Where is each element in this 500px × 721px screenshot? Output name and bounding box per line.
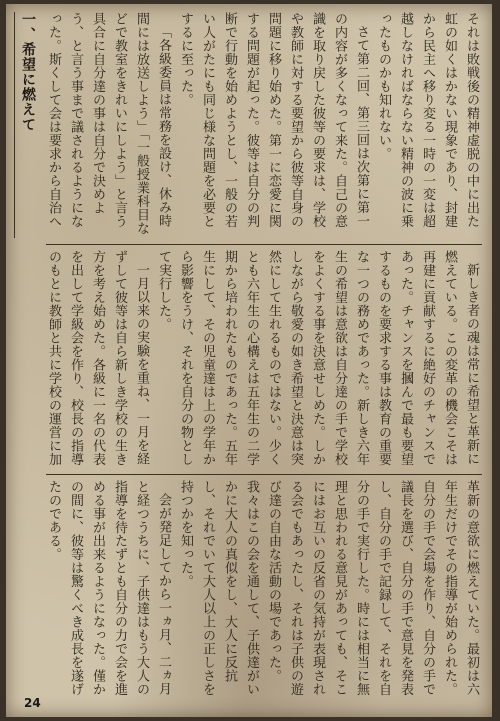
- paragraph: 会が発足してから一ヵ月、二ヵ月と経つうちに、子供達はもう大人の指導を待たずとも自分の力で会を進める事が出来るようになった。僅かの間に、彼等は驚くべき成長を遂げたのである。: [46, 480, 171, 696]
- paragraph: それは敗戦後の精神虚脱の中に出た虹の如くはかない現象であり、封建から民主へ移り変る一時の一変は超越しなければならない精神の波に乗ったものかも知れない。: [376, 12, 479, 228]
- column-divider: [46, 474, 482, 475]
- page-number: 24: [24, 696, 41, 710]
- section-heading: 一、希望に燃えて: [14, 12, 41, 238]
- paragraph: 革新の意欲に燃えていた。最初は六年生だけでその指導が始められた。自分の手で会場を作り、自分の手で議長を選び、自分の手で意見を発表し、自分の手で記録して、それを自分の手で実行した。時には相当に無理と思われる意見があっても、そこにはお互いの反省の気持が表現される会でもあったし、それは子供の遊び達の自由な活動の場であった。我々はこの会を通して、子供達がいかに大人の真似をし、大人に反抗し、それでいて大人以上の正しさを持つかを知った。: [178, 480, 479, 696]
- paragraph: さて第二回、第三回は次第に第一の内容が多くなって来た。自己の意識を取り戻した彼等の要求は、学校や教師に対する要望から彼等自身の問題に移り始めた。第一に恋愛に関する問題が起った。彼等は自分の判断で行動を始めようとし、一般の若い人がたにも同じ様な問題を必要とするに至った。: [178, 12, 369, 228]
- text-column-middle: [46, 250, 482, 468]
- text-column-bottom: [46, 480, 482, 706]
- book-page: [6, 4, 492, 717]
- paragraph: 一月以来の実験を重ね、一月を経ずして彼等は自ら新しき学校の生き方を考え始めた。各級に一名の代表を出して学級会を作り、校長の指導のもとに教師と共に学校の運営に加: [46, 250, 149, 466]
- text-column-top: [46, 12, 482, 238]
- paragraph: 「各級委員は常務を設け、休み時間には放送しよう」「一般授業科目などで教室をきれいにしよう」と言う具合に自分達の事は自分で決めよう、と言う事まで議されるようになった。斯くして会は要求から自治へ: [46, 12, 171, 235]
- paragraph: 新しき者の魂は常に希望と革新に燃えている。この変革の機会こそは再建に貢献するに絶好のチャンスであった。チャンスを摑んで最も要望するものを要求する事は教育の重要な一つの務めであった。新しき六年生の希望は意欲は自分達の手で学校をよくする事を決意せしめた。しかしながら敬愛の如き希望と決意は突然にして生れるものではない。少くとも六年生の心構えは五年生の二学期から培われたものであった。五年生にして、その児童達は上の学年から影響をうけ、それを自分の物として実行した。: [156, 250, 479, 466]
- column-divider: [46, 244, 482, 245]
